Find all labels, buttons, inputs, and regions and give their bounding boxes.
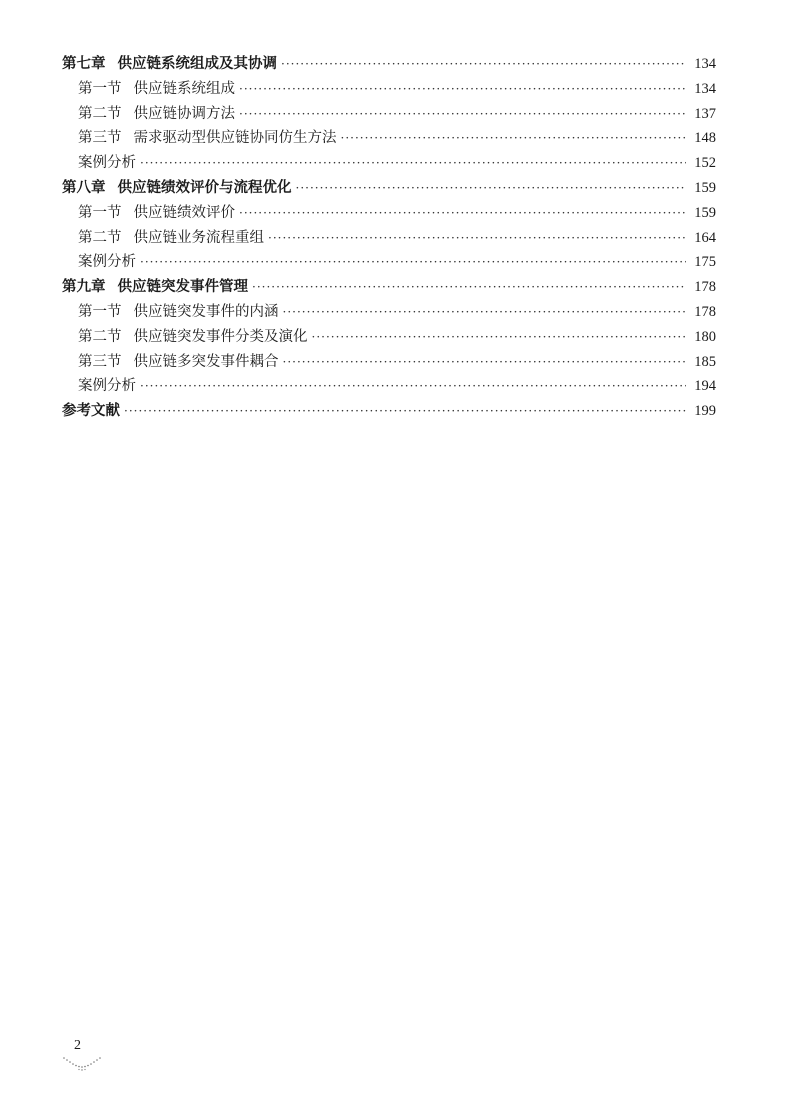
- table-of-contents: [62, 52, 716, 424]
- toc-page-number: 134: [694, 56, 716, 72]
- toc-entry-title: [78, 325, 308, 350]
- toc-entry-text: 供应链绩效评价: [133, 204, 235, 221]
- page-number: 2: [74, 1038, 81, 1053]
- toc-entry-number: 第七章: [62, 56, 106, 72]
- toc-page-number: 178: [694, 303, 716, 320]
- toc-entry-title: [78, 250, 136, 275]
- dot-leader: [239, 77, 686, 102]
- dot-leader: [281, 52, 686, 77]
- dot-leader: [312, 325, 687, 350]
- dot-leader: [239, 102, 686, 127]
- toc-entry-text: 供应链绩效评价与流程优化: [117, 179, 292, 196]
- toc-chapter-row[interactable]: [62, 52, 716, 77]
- toc-page-number: 134: [694, 80, 716, 97]
- toc-page-number: 194: [694, 378, 716, 395]
- toc-entry-title: [78, 374, 136, 399]
- dot-leader: [283, 350, 687, 375]
- toc-entry-text: 供应链多突发事件耦合: [133, 353, 279, 370]
- dot-leader: [140, 151, 686, 176]
- toc-entry-title: [62, 399, 120, 424]
- dot-leader: [296, 176, 687, 201]
- toc-page-number: 159: [694, 204, 716, 221]
- toc-section-row[interactable]: [62, 77, 716, 102]
- toc-entry-title: [78, 201, 235, 226]
- toc-entry-text: 参考文献: [62, 403, 120, 420]
- toc-entry-text: 案例分析: [78, 155, 136, 172]
- toc-entry-text: 供应链系统组成及其协调: [117, 56, 277, 72]
- toc-chapter-row[interactable]: [62, 176, 716, 201]
- toc-entry-number: 第九章: [62, 279, 106, 296]
- toc-entry-text: 需求驱动型供应链协同仿生方法: [133, 130, 337, 147]
- toc-entry-text: 供应链系统组成: [133, 80, 235, 97]
- toc-page-number: 185: [694, 353, 716, 370]
- folio-ornament-icon: [62, 1036, 102, 1076]
- dot-leader: [252, 275, 686, 300]
- toc-page-number: 159: [694, 179, 716, 196]
- toc-page-number: 180: [694, 328, 716, 345]
- dot-leader: [283, 300, 687, 325]
- toc-entry-number: 第二节: [78, 328, 122, 345]
- toc-entry-number: 第一节: [78, 80, 122, 97]
- toc-entry-title: [78, 226, 264, 251]
- toc-entry-title: [78, 102, 235, 127]
- toc-entry-text: 供应链突发事件分类及演化: [133, 328, 308, 345]
- toc-section-row[interactable]: [62, 250, 716, 275]
- toc-page-number: 199: [694, 403, 716, 420]
- toc-entry-title: [62, 52, 277, 77]
- toc-entry-number: 第二节: [78, 229, 122, 246]
- toc-entry-number: 第八章: [62, 179, 106, 196]
- toc-entry-title: [78, 300, 279, 325]
- toc-section-row[interactable]: [62, 226, 716, 251]
- toc-entry-number: 第三节: [78, 353, 122, 370]
- dot-leader: [124, 399, 686, 424]
- dot-leader: [239, 201, 686, 226]
- toc-section-row[interactable]: [62, 325, 716, 350]
- toc-page-number: 175: [694, 254, 716, 271]
- toc-entry-number: 第一节: [78, 204, 122, 221]
- toc-section-row[interactable]: [62, 126, 716, 151]
- toc-entry-text: 供应链突发事件管理: [117, 279, 248, 296]
- toc-entry-text: 供应链协调方法: [133, 105, 235, 122]
- toc-page-number: 148: [694, 130, 716, 147]
- toc-section-row[interactable]: [62, 300, 716, 325]
- toc-section-row[interactable]: [62, 350, 716, 375]
- dot-leader: [268, 226, 686, 251]
- dot-leader: [140, 374, 686, 399]
- dot-leader: [140, 250, 686, 275]
- toc-entry-text: 供应链突发事件的内涵: [133, 303, 279, 320]
- toc-section-row[interactable]: [62, 151, 716, 176]
- dot-leader: [341, 126, 687, 151]
- toc-section-row[interactable]: [62, 201, 716, 226]
- toc-entry-title: [78, 77, 235, 102]
- toc-entry-number: 第二节: [78, 105, 122, 122]
- toc-entry-number: 第一节: [78, 303, 122, 320]
- toc-page-number: 164: [694, 229, 716, 246]
- toc-page-number: 152: [694, 155, 716, 172]
- toc-entry-number: 第三节: [78, 130, 122, 147]
- toc-section-row[interactable]: [62, 374, 716, 399]
- toc-section-row[interactable]: [62, 102, 716, 127]
- toc-entry-title: [62, 176, 292, 201]
- page-folio: [62, 1036, 102, 1076]
- toc-entry-title: [78, 151, 136, 176]
- toc-page-number: 178: [694, 279, 716, 296]
- toc-entry-text: 供应链业务流程重组: [133, 229, 264, 246]
- toc-chapter-row[interactable]: [62, 275, 716, 300]
- toc-entry-title: [62, 275, 248, 300]
- toc-entry-title: [78, 126, 337, 151]
- toc-entry-text: 案例分析: [78, 378, 136, 395]
- toc-chapter-row[interactable]: [62, 399, 716, 424]
- toc-page-number: 137: [694, 105, 716, 122]
- toc-entry-text: 案例分析: [78, 254, 136, 271]
- toc-entry-title: [78, 350, 279, 375]
